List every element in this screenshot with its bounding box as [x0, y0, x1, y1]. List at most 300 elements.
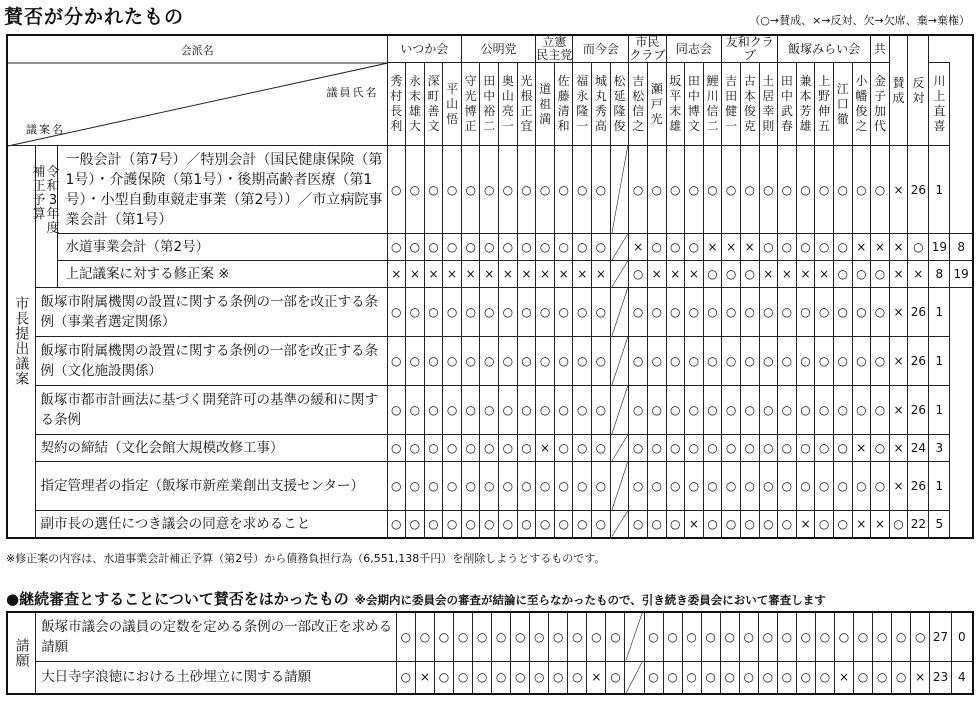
vote-cell: ○: [759, 511, 778, 538]
vote-cell: ○: [685, 435, 704, 462]
vote-cell: ×: [815, 261, 834, 288]
yes-count: 24: [908, 435, 929, 462]
vote-cell: ○: [815, 288, 834, 337]
vote-cell: ×: [415, 661, 434, 694]
vote-cell: ○: [573, 337, 592, 386]
vote-cell: ○: [499, 146, 518, 234]
faction-cell: 市民 クラブ: [629, 35, 666, 62]
faction-cell: 友和クラブ: [722, 35, 778, 63]
vote-cell: ○: [461, 462, 480, 511]
bill-row: [7, 146, 973, 234]
vote-cell: ○: [666, 337, 685, 386]
vote-cell: ○: [443, 146, 462, 234]
absent-cell: [625, 661, 644, 694]
vote-cell: ○: [815, 435, 834, 462]
vote-cell: ○: [644, 612, 663, 661]
vote-cell: ○: [833, 288, 852, 337]
member-name: 城 丸 秀 高: [592, 63, 611, 146]
vote-cell: ○: [387, 386, 406, 435]
vote-cell: ○: [796, 288, 815, 337]
vote-cell: ○: [424, 511, 443, 538]
vote-cell: ○: [406, 462, 425, 511]
section2-title: [6, 588, 826, 609]
vote-cell: ○: [666, 386, 685, 435]
vote-cell: ○: [815, 661, 834, 694]
yes-count: 19: [929, 234, 950, 261]
vote-cell: ○: [629, 261, 648, 288]
vote-cell: ○: [536, 234, 555, 261]
vote-cell: ○: [480, 288, 499, 337]
member-name: 川 上 直 喜: [929, 63, 950, 146]
vote-cell: ○: [871, 261, 890, 288]
section2-heading: ●継続審査とすることについて賛否をはかったもの: [6, 590, 349, 608]
vote-cell: ○: [443, 337, 462, 386]
vote-cell: ○: [682, 661, 701, 694]
vote-cell: ○: [554, 288, 573, 337]
header-corner: [7, 35, 387, 146]
vote-cell: ○: [415, 612, 434, 661]
vote-cell: ○: [499, 511, 518, 538]
vote-cell: ○: [685, 386, 704, 435]
vote-cell: ○: [740, 337, 759, 386]
vote-cell: ○: [592, 234, 611, 261]
vote-cell: ○: [833, 386, 852, 435]
vote-cell: ○: [740, 435, 759, 462]
vote-cell: ○: [480, 337, 499, 386]
no-count: 8: [950, 234, 973, 261]
petition-group-label: 請願: [7, 612, 36, 694]
vote-cell: ○: [871, 337, 890, 386]
faction-cell: 公明党: [461, 35, 535, 63]
vote-cell: ○: [739, 612, 758, 661]
no-count: 3: [929, 435, 950, 462]
vote-cell: ○: [480, 386, 499, 435]
vote-cell: ○: [461, 435, 480, 462]
member-name: 平 山 悟: [443, 63, 462, 146]
vote-cell: ○: [703, 386, 722, 435]
vote-cell: ×: [889, 435, 908, 462]
vote-cell: ○: [592, 462, 611, 511]
vote-cell: ×: [629, 234, 648, 261]
vote-cell: ○: [852, 146, 871, 234]
vote-cell: ○: [499, 288, 518, 337]
vote-cell: ×: [889, 146, 908, 234]
bill-row: [7, 511, 973, 538]
faction-cell: 共: [871, 35, 890, 63]
vote-cell: ○: [406, 234, 425, 261]
vote-cell: ○: [499, 337, 518, 386]
vote-cell: ○: [554, 511, 573, 538]
vote-cell: ○: [443, 462, 462, 511]
vote-cell: ×: [852, 435, 871, 462]
bill-label: 議案名: [26, 123, 65, 136]
yes-count: 23: [930, 661, 952, 694]
member-name: 小 幡 俊 之: [852, 63, 871, 146]
member-label: 議員氏名: [326, 86, 379, 99]
faction-cell: 同志会: [666, 35, 722, 63]
bill-name: 一般会計（第7号）／特別会計（国民健康保険（第1号）・介護保険（第1号）・後期高齢者医療（第1号）・小型自動車競走事業（第2号））／市立病院事業会計（第1号）: [57, 146, 387, 234]
vote-cell: ○: [833, 511, 852, 538]
vote-cell: ○: [871, 462, 890, 511]
vote-cell: ○: [740, 261, 759, 288]
vote-cell: ○: [852, 288, 871, 337]
vote-cell: ○: [454, 661, 473, 694]
vote-cell: ○: [871, 386, 890, 435]
yes-count: 26: [908, 146, 929, 234]
member-name: 守 光 博 正: [461, 63, 480, 146]
vote-cell: ○: [682, 612, 701, 661]
vote-cell: ○: [854, 612, 873, 661]
vote-cell: ○: [424, 288, 443, 337]
absent-cell: [610, 234, 629, 261]
vote-cell: ×: [911, 661, 930, 694]
vote-cell: ○: [647, 435, 666, 462]
member-name: 上 野 伸 五: [815, 63, 834, 146]
vote-cell: ○: [517, 146, 536, 234]
vote-cell: ○: [573, 511, 592, 538]
vote-cell: ○: [759, 288, 778, 337]
vote-cell: ○: [629, 435, 648, 462]
vote-cell: ○: [852, 261, 871, 288]
vote-cell: ○: [568, 612, 587, 661]
vote-cell: ○: [759, 234, 778, 261]
vote-cell: ○: [554, 462, 573, 511]
vote-cell: ○: [778, 234, 797, 261]
vote-cell: ○: [701, 612, 720, 661]
vote-cell: ○: [685, 288, 704, 337]
vote-cell: ○: [536, 511, 555, 538]
vote-cell: ○: [647, 288, 666, 337]
vote-cell: ○: [833, 435, 852, 462]
member-name: 佐 藤 清 和: [554, 63, 573, 146]
petition-row: [7, 612, 973, 661]
vote-cell: ○: [424, 462, 443, 511]
vote-cell: ○: [406, 288, 425, 337]
member-name: 鯉 川 信 二: [703, 63, 722, 146]
vote-cell: ○: [536, 337, 555, 386]
vote-cell: ×: [889, 234, 908, 261]
vote-cell: ○: [554, 146, 573, 234]
vote-cell: ×: [666, 261, 685, 288]
vote-cell: ○: [740, 511, 759, 538]
yes-header: 賛 成: [889, 35, 908, 146]
vote-cell: ○: [511, 612, 530, 661]
group-label: 市長提出議案: [7, 146, 35, 538]
member-name: 吉 田 健 一: [722, 63, 741, 146]
vote-cell: ○: [722, 462, 741, 511]
member-name: 吉 松 信 之: [629, 63, 648, 146]
vote-cell: ○: [666, 462, 685, 511]
vote-cell: ○: [720, 612, 739, 661]
vote-cell: ○: [871, 435, 890, 462]
vote-cell: ○: [480, 146, 499, 234]
vote-cell: ○: [644, 661, 663, 694]
vote-cell: ○: [461, 337, 480, 386]
vote-cell: ○: [517, 511, 536, 538]
vote-cell: ○: [473, 612, 492, 661]
yes-count: 26: [908, 288, 929, 337]
vote-cell: ○: [722, 146, 741, 234]
vote-cell: ○: [592, 511, 611, 538]
vote-cell: ○: [852, 337, 871, 386]
vote-cell: ○: [796, 462, 815, 511]
vote-cell: ×: [796, 261, 815, 288]
vote-cell: ○: [536, 288, 555, 337]
vote-cell: ○: [701, 661, 720, 694]
vote-cell: ×: [387, 261, 406, 288]
vote-cell: ○: [573, 386, 592, 435]
vote-cell: ○: [387, 462, 406, 511]
vote-cell: ○: [722, 337, 741, 386]
absent-cell: [610, 337, 629, 386]
page-title: 賛否が分かれたもの: [4, 6, 185, 28]
vote-cell: ○: [722, 435, 741, 462]
vote-cell: ○: [666, 288, 685, 337]
vote-cell: ×: [908, 261, 929, 288]
vote-cell: ○: [647, 511, 666, 538]
vote-cell: ×: [587, 661, 606, 694]
bill-name: 上記議案に対する修正案 ※: [57, 261, 387, 288]
vote-cell: ○: [434, 612, 453, 661]
absent-cell: [610, 511, 629, 538]
vote-cell: ○: [852, 462, 871, 511]
petition-name: 飯塚市議会の議員の定数を定める条例の一部改正を求める請願: [36, 612, 397, 661]
vote-cell: ○: [387, 146, 406, 234]
vote-cell: ○: [647, 386, 666, 435]
vote-cell: ○: [722, 261, 741, 288]
vote-cell: ○: [740, 386, 759, 435]
vote-cell: ×: [592, 261, 611, 288]
vote-cell: ○: [549, 612, 568, 661]
vote-cell: ○: [778, 511, 797, 538]
member-name: 坂 平 末 雄: [666, 63, 685, 146]
vote-cell: ○: [499, 234, 518, 261]
vote-cell: ○: [424, 386, 443, 435]
vote-cell: ○: [815, 146, 834, 234]
vote-cell: ○: [778, 146, 797, 234]
vote-cell: ○: [796, 337, 815, 386]
faction-cell: いつか会: [387, 35, 461, 63]
vote-cell: ○: [796, 661, 815, 694]
vote-cell: ○: [387, 234, 406, 261]
vote-legend: （○→賛成、×→反対、欠→欠席、棄→棄権）: [749, 14, 970, 27]
vote-cell: ○: [499, 435, 518, 462]
vote-cell: ×: [889, 261, 908, 288]
member-name: 松 延 隆 俊: [610, 63, 629, 146]
yes-count: 27: [930, 612, 952, 661]
vote-cell: ○: [685, 234, 704, 261]
vote-cell: ×: [685, 511, 704, 538]
vote-cell: ×: [443, 261, 462, 288]
vote-cell: ○: [492, 661, 511, 694]
petition-name: 大日寺字浪徳における土砂埋立に関する請願: [36, 661, 397, 694]
vote-cell: ○: [454, 612, 473, 661]
vote-cell: ○: [834, 612, 853, 661]
vote-cell: ×: [480, 261, 499, 288]
vote-cell: ○: [629, 337, 648, 386]
vote-cell: ○: [443, 511, 462, 538]
vote-cell: ○: [606, 661, 625, 694]
vote-cell: ×: [889, 337, 908, 386]
vote-cell: ○: [722, 386, 741, 435]
vote-cell: ○: [461, 386, 480, 435]
vote-cell: ○: [530, 661, 549, 694]
vote-cell: ○: [666, 435, 685, 462]
vote-cell: ○: [647, 462, 666, 511]
vote-cell: ×: [778, 261, 797, 288]
yes-count: 22: [908, 511, 929, 538]
vote-cell: ×: [461, 261, 480, 288]
vote-cell: ○: [473, 661, 492, 694]
vote-cell: ○: [424, 435, 443, 462]
bill-row: [7, 462, 973, 511]
vote-cell: ○: [406, 386, 425, 435]
faction-cell: 立憲 民主党: [536, 35, 573, 62]
bill-row: [7, 435, 973, 462]
faction-label: 会派名: [180, 44, 214, 57]
vote-cell: ○: [833, 261, 852, 288]
vote-cell: ○: [406, 435, 425, 462]
vote-cell: ○: [647, 234, 666, 261]
absent-cell: [610, 462, 629, 511]
vote-cell: ○: [759, 146, 778, 234]
vote-cell: ○: [759, 435, 778, 462]
vote-cell: ○: [517, 337, 536, 386]
vote-cell: ○: [663, 661, 682, 694]
member-name: 田 中 武 春: [778, 63, 797, 146]
vote-cell: ○: [554, 234, 573, 261]
vote-cell: ○: [554, 386, 573, 435]
vote-cell: ○: [777, 661, 796, 694]
vote-cell: ○: [720, 661, 739, 694]
vote-cell: ×: [889, 288, 908, 337]
vote-cell: ○: [778, 337, 797, 386]
vote-cell: ○: [796, 234, 815, 261]
member-name: 道 祖 満: [536, 63, 555, 146]
vote-cell: ○: [759, 462, 778, 511]
bill-row: [7, 288, 973, 337]
vote-cell: ×: [796, 511, 815, 538]
vote-cell: ×: [536, 261, 555, 288]
vote-cell: ○: [434, 661, 453, 694]
vote-cell: ○: [796, 146, 815, 234]
vote-cell: ×: [685, 261, 704, 288]
subgroup-label: 令 和 3 年 度 補 正 予 算: [35, 146, 57, 288]
vote-cell: ○: [592, 288, 611, 337]
vote-cell: ○: [703, 511, 722, 538]
vote-cell: ×: [871, 511, 890, 538]
vote-cell: ○: [758, 612, 777, 661]
vote-cell: ×: [834, 661, 853, 694]
vote-cell: ○: [396, 661, 415, 694]
vote-cell: ○: [461, 146, 480, 234]
member-name: 瀬 戸 光: [647, 63, 666, 146]
vote-cell: ○: [629, 288, 648, 337]
vote-cell: ○: [759, 386, 778, 435]
no-count: 1: [929, 462, 950, 511]
vote-cell: ○: [666, 146, 685, 234]
vote-cell: ○: [796, 435, 815, 462]
vote-cell: ○: [536, 386, 555, 435]
section2-subtitle: ※会期内に委員会の審査が結論に至らなかったもので、引き続き委員会において審査します: [354, 593, 826, 607]
vote-cell: ×: [647, 261, 666, 288]
bill-row: [7, 386, 973, 435]
member-name: 田 中 博 文: [685, 63, 704, 146]
vote-cell: ○: [873, 612, 892, 661]
vote-cell: ○: [892, 612, 911, 661]
no-count: 4: [951, 661, 973, 694]
vote-cell: ○: [592, 435, 611, 462]
no-count: 1: [929, 386, 950, 435]
bill-name: 副市長の選任につき議会の同意を求めること: [35, 511, 387, 538]
vote-cell: ○: [480, 462, 499, 511]
member-name: 江 口 徹: [833, 63, 852, 146]
vote-cell: ○: [740, 462, 759, 511]
vote-cell: ○: [461, 288, 480, 337]
vote-cell: ×: [554, 261, 573, 288]
bill-name: 水道事業会計（第2号）: [57, 234, 387, 261]
vote-cell: ○: [424, 234, 443, 261]
vote-cell: ○: [387, 337, 406, 386]
member-name: 深 町 善 文: [424, 63, 443, 146]
vote-cell: ○: [387, 288, 406, 337]
bill-name: 飯塚市附属機関の設置に関する条例の一部を改正する条例（文化施設関係）: [35, 337, 387, 386]
vote-cell: ○: [703, 146, 722, 234]
vote-cell: ○: [517, 234, 536, 261]
vote-cell: ○: [629, 462, 648, 511]
vote-cell: ×: [573, 261, 592, 288]
vote-cell: ○: [592, 337, 611, 386]
vote-cell: ○: [536, 462, 555, 511]
vote-cell: ○: [629, 511, 648, 538]
vote-cell: ○: [443, 435, 462, 462]
vote-cell: ○: [554, 435, 573, 462]
vote-cell: ×: [703, 234, 722, 261]
no-count: 5: [929, 511, 950, 538]
vote-cell: ○: [573, 435, 592, 462]
absent-cell: [610, 386, 629, 435]
vote-cell: ×: [499, 261, 518, 288]
vote-cell: ×: [889, 386, 908, 435]
vote-cell: ○: [663, 612, 682, 661]
member-name: 福 永 隆 一: [573, 63, 592, 146]
vote-cell: ○: [852, 386, 871, 435]
faction-cell: 而今会: [573, 35, 629, 63]
bill-name: 飯塚市附属機関の設置に関する条例の一部を改正する条例（事業者選定関係）: [35, 288, 387, 337]
bill-row: [7, 261, 973, 288]
absent-cell: [610, 435, 629, 462]
petition-row: [7, 661, 973, 694]
member-name: 奥 山 亮 一: [499, 63, 518, 146]
vote-cell: ○: [833, 234, 852, 261]
vote-cell: ○: [703, 288, 722, 337]
vote-cell: ○: [778, 435, 797, 462]
yes-count: 26: [908, 337, 929, 386]
no-count: 1: [929, 146, 950, 234]
vote-cell: ×: [852, 234, 871, 261]
vote-cell: ○: [387, 435, 406, 462]
vote-cell: ○: [511, 661, 530, 694]
member-name: 土 居 幸 則: [759, 63, 778, 146]
vote-cell: ○: [424, 337, 443, 386]
no-count: 19: [950, 261, 973, 288]
vote-cell: ○: [647, 146, 666, 234]
vote-cell: ○: [406, 337, 425, 386]
vote-cell: ○: [815, 511, 834, 538]
vote-cell: ○: [666, 511, 685, 538]
vote-cell: ○: [443, 234, 462, 261]
vote-cell: ○: [499, 462, 518, 511]
